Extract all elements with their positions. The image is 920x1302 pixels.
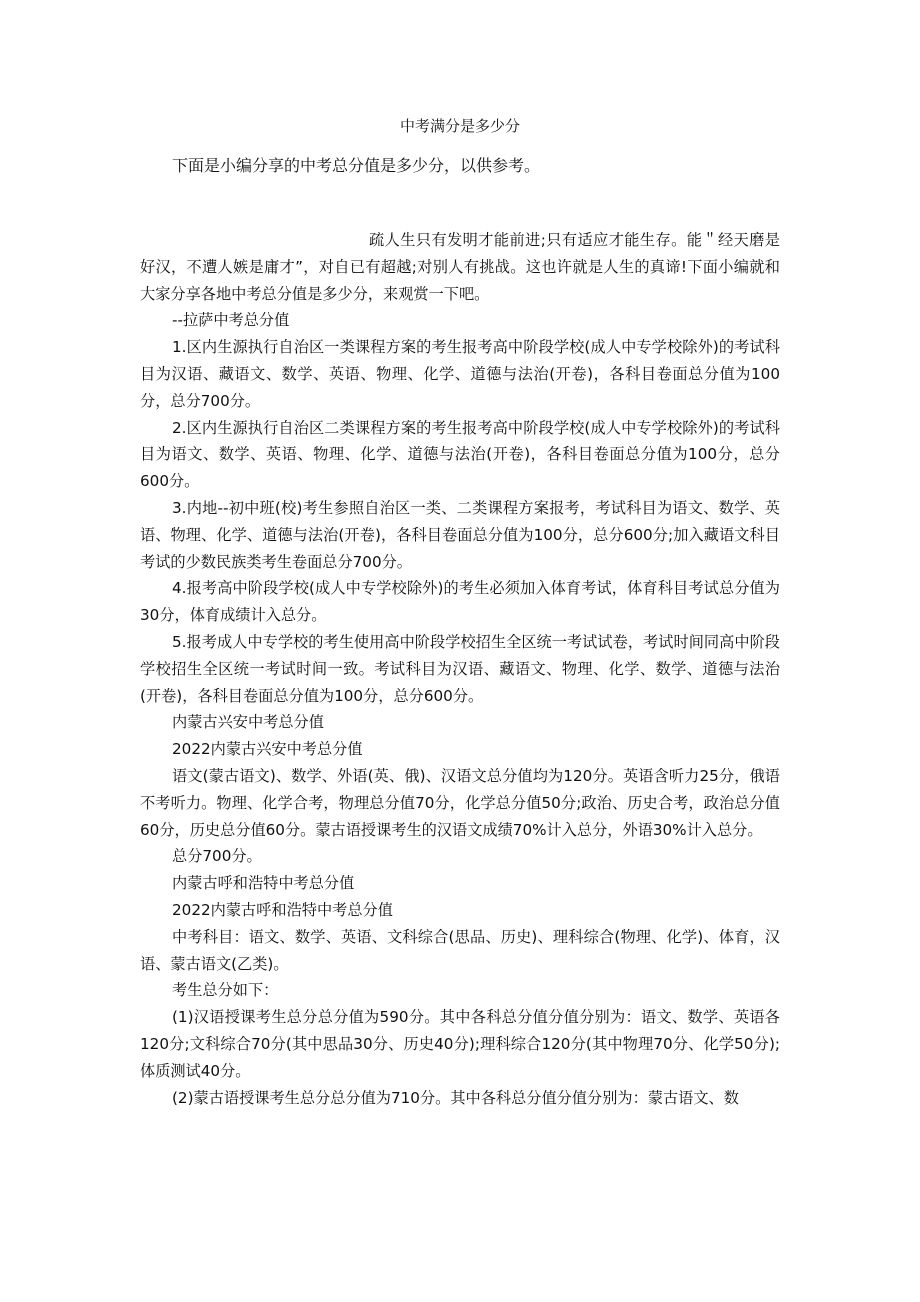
paragraph-lasa-2: 2.区内生源执行自治区二类课程方案的考生报考高中阶段学校(成人中专学校除外)的考试科目为语文、数学、英语、物理、化学、道德与法治(开卷)，各科目卷面总分值为100分，总分600分。 (140, 418, 780, 491)
paragraph-hohhot-mongol: (2)蒙古语授课考生总分总分值为710分。其中各科总分值分值分别为：蒙古语文、数 (172, 1088, 739, 1107)
paragraph-lasa-5: 5.报考成人中专学校的考生使用高中阶段学校招生全区统一考试试卷，考试时间同高中阶段学校招生全区统一考试时间一致。考试科目为汉语、藏语文、物理、化学、数学、道德与法治(开卷)，各科目卷面总分值为100分，总分600分。 (140, 632, 780, 705)
heading-hohhot: 内蒙古呼和浩特中考总分值 (172, 874, 355, 893)
paragraph-xingan-total: 总分700分。 (172, 847, 262, 866)
paragraph-hohhot-han: (1)汉语授课考生总分总分值为590分。其中各科总分值分值分别为：语文、数学、英语各120分;文科综合70分(其中思品30分、历史40分);理科综合120分(其中物理70分、化学50分);体质测试40分。 (140, 1008, 780, 1080)
paragraph-lasa-4: 4.报考高中阶段学校(成人中专学校除外)的考生必须加入体育考试，体育科目考试总分值为30分，体育成绩计入总分。 (140, 579, 780, 625)
heading-xingan: 内蒙古兴安中考总分值 (172, 713, 324, 732)
subheading-xingan-2022: 2022内蒙古兴安中考总分值 (172, 740, 363, 759)
paragraph-opening: 疏人生只有发明才能前进;只有适应才能生存。能＂经天磨是好汉，不遭人嫉是庸才”，对自已有超越;对别人有挑战。这也许就是人生的真谛!下面小编就和大家分享各地中考总分值是多少分，来观赏一下吧。 (140, 231, 780, 303)
intro-paragraph: 下面是小编分享的中考总分值是多少分，以供参考。 (172, 156, 541, 175)
paragraph-hohhot-total-heading: 考生总分如下： (172, 981, 279, 1000)
document-title: 中考满分是多少分 (399, 117, 520, 135)
blank-spacer (140, 178, 780, 227)
paragraph-lasa-1: 1.区内生源执行自治区一类课程方案的考生报考高中阶段学校(成人中专学校除外)的考试科目为汉语、藏语文、数学、英语、物理、化学、道德与法治(开卷)，各科目卷面总分值为100分，总分700分。 (140, 338, 780, 410)
paragraph-lasa-3: 3.内地--初中班(校)考生参照自治区一类、二类课程方案报考，考试科目为语文、数学、英语、物理、化学、道德与法治(开卷)，各科目卷面总分值为100分，总分600分;加入藏语文科目考试的少数民族类考生卷面总分700分。 (140, 498, 780, 571)
heading-lasa: --拉萨中考总分值 (172, 311, 290, 330)
article-body (140, 227, 780, 1111)
paragraph-xingan-subjects: 语文(蒙古语文)、数学、外语(英、俄)、汉语文总分值均为120分。英语含听力25分，俄语不考听力。物理、化学合考，物理总分值70分，化学总分值50分;政治、历史合考，政治总分值60分，历史总分值60分。蒙古语授课考生的汉语文成绩70%计入总分，外语30%计入总分。 (140, 766, 780, 839)
subheading-hohhot-2022: 2022内蒙古呼和浩特中考总分值 (172, 900, 393, 919)
paragraph-hohhot-subjects: 中考科目：语文、数学、英语、文科综合(思品、历史)、理科综合(物理、化学)、体育，汉语、蒙古语文(乙类)。 (140, 927, 780, 973)
